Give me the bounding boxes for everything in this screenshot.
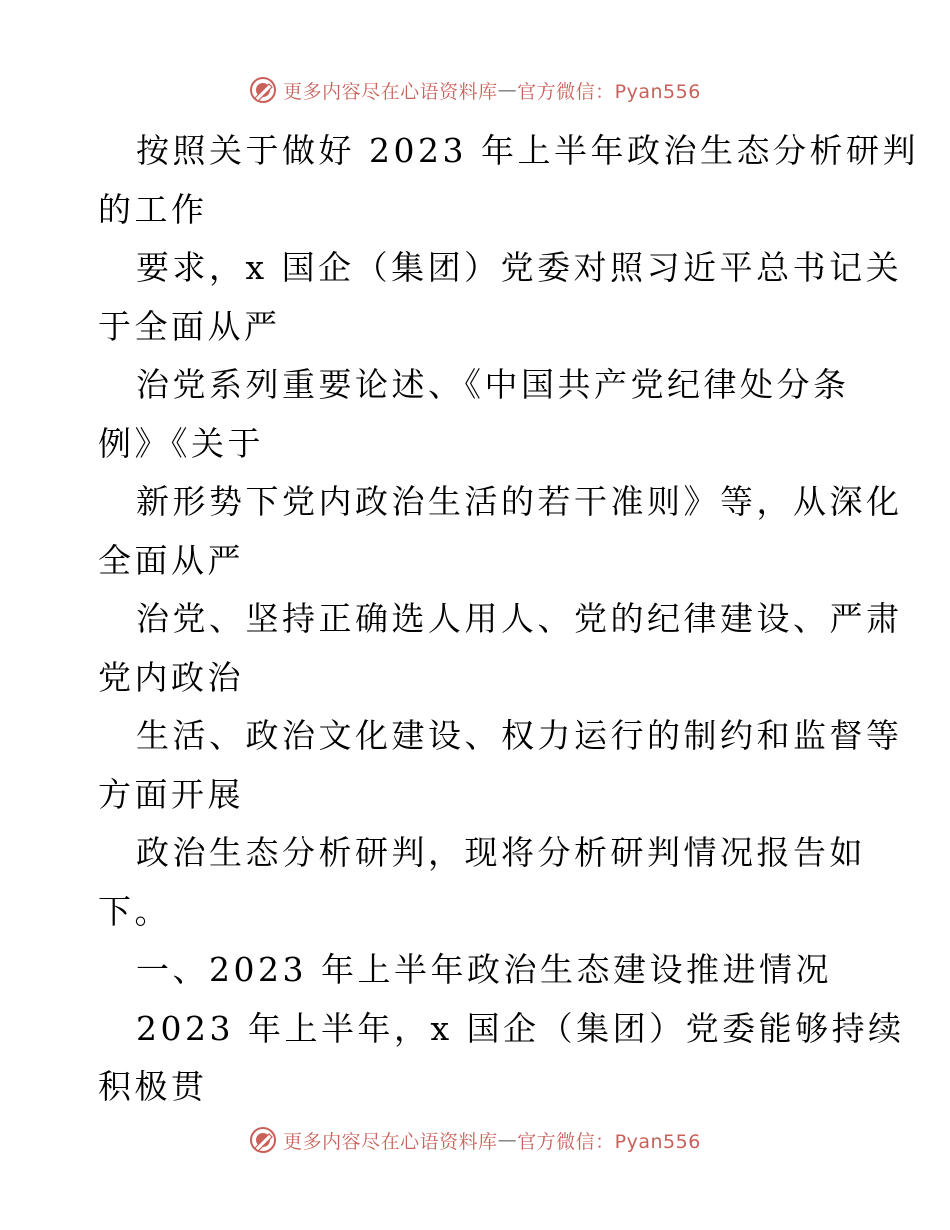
watermark-brand: 更多内容尽在心语资料库 [283,1130,498,1153]
text-line: 方面开展 [98,774,244,814]
text-line: 要求，x 国企（集团）党委对照习近平总书记关 [136,248,903,287]
header-watermark [0,72,950,108]
footer-watermark [0,1122,950,1158]
text-line: 政治生态分析研判，现将分析研判情况报告如 [136,833,866,872]
text-line: 按照关于做好 2023 年上半年政治生态分析研判 [136,131,919,170]
text-line: 下。 [98,891,171,931]
text-line: 生活、政治文化建设、权力运行的制约和监督等 [136,716,903,755]
text-line: 全面从严 [98,540,244,580]
watermark-wechat: 官方微信：Pyan556 [517,80,701,103]
watermark-dash: — [497,79,518,101]
text-line: 党内政治 [98,657,244,697]
pen-logo-icon [249,1126,277,1154]
text-line: 2023 年上半年，x 国企（集团）党委能够持续 [136,1008,905,1048]
text-line: 积极贯 [98,1067,208,1106]
watermark-brand: 更多内容尽在心语资料库 [283,80,498,103]
text-line: 于全面从严 [98,306,281,346]
text-line: 的工作 [98,189,208,229]
watermark-dash: — [497,1129,518,1151]
text-line: 新形势下党内政治生活的若干准则》等，从深化 [136,482,903,521]
section-heading: 一、2023 年上半年政治生态建设推进情况 [136,950,832,989]
document-body [98,122,919,1117]
text-line: 治党系列重要论述、《中国共产党纪律处分条 [136,365,850,404]
text-line: 治党、坚持正确选人用人、党的纪律建设、严肃 [136,599,903,638]
text-line: 例》《关于 [98,423,264,463]
watermark-wechat: 官方微信：Pyan556 [517,1130,701,1153]
pen-logo-icon [249,76,277,104]
